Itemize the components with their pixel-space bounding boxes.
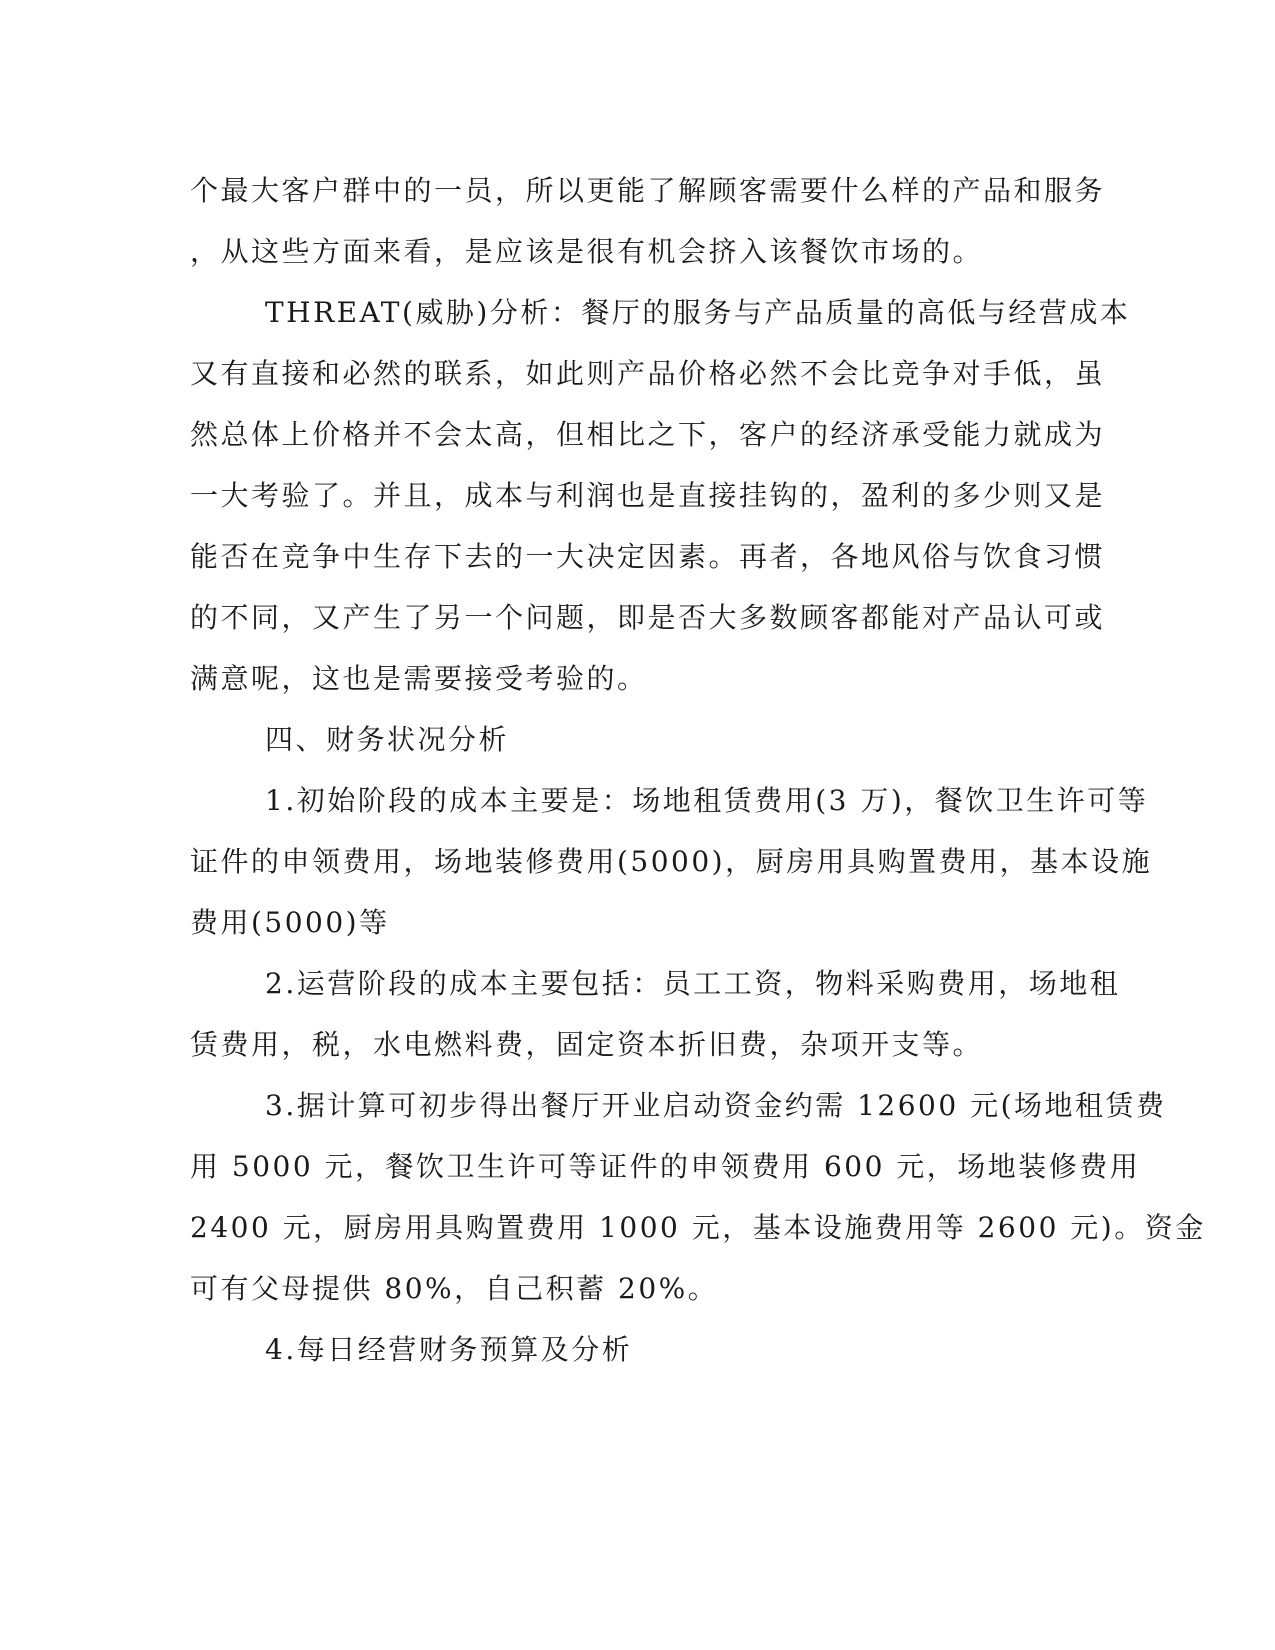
text-line: 3.据计算可初步得出餐厅开业启动资金约需 12600 元(场地租赁费 <box>265 1089 1167 1122</box>
text-line: 赁费用，税，水电燃料费，固定资本折旧费，杂项开支等。 <box>190 1028 984 1061</box>
text-line: 4.每日经营财务预算及分析 <box>265 1333 633 1366</box>
text-line: 2400 元，厨房用具购置费用 1000 元，基本设施费用等 2600 元)。资金 <box>190 1211 1206 1244</box>
text-line: 又有直接和必然的联系，如此则产品价格必然不会比竞争对手低，虽 <box>190 357 1106 390</box>
text-line: 可有父母提供 80%，自己积蓄 20%。 <box>190 1272 719 1305</box>
text-line: 证件的申领费用，场地装修费用(5000)，厨房用具购置费用，基本设施 <box>190 845 1153 878</box>
text-line: 1.初始阶段的成本主要是：场地租赁费用(3 万)，餐饮卫生许可等 <box>265 784 1149 817</box>
text-line: 个最大客户群中的一员，所以更能了解顾客需要什么样的产品和服务 <box>190 174 1106 207</box>
text-line: 的不同，又产生了另一个问题，即是否大多数顾客都能对产品认可或 <box>190 601 1106 634</box>
text-line: 2.运营阶段的成本主要包括：员工工资，物料采购费用，场地租 <box>265 967 1121 1000</box>
text-line: 能否在竞争中生存下去的一大决定因素。再者，各地风俗与饮食习惯 <box>190 540 1106 573</box>
body-text <box>190 160 1206 1380</box>
text-line: ，从这些方面来看，是应该是很有机会挤入该餐饮市场的。 <box>190 235 984 268</box>
text-line: 满意呢，这也是需要接受考验的。 <box>190 662 648 695</box>
text-line: 费用(5000)等 <box>190 906 390 939</box>
text-line: 一大考验了。并且，成本与利润也是直接挂钩的，盈利的多少则又是 <box>190 479 1106 512</box>
text-line: 然总体上价格并不会太高，但相比之下，客户的经济承受能力就成为 <box>190 418 1106 451</box>
section-heading: 四、财务状况分析 <box>265 723 510 756</box>
text-line: THREAT(威胁)分析：餐厅的服务与产品质量的高低与经营成本 <box>265 296 1131 329</box>
text-line: 用 5000 元，餐饮卫生许可等证件的申领费用 600 元，场地装修费用 <box>190 1150 1141 1183</box>
